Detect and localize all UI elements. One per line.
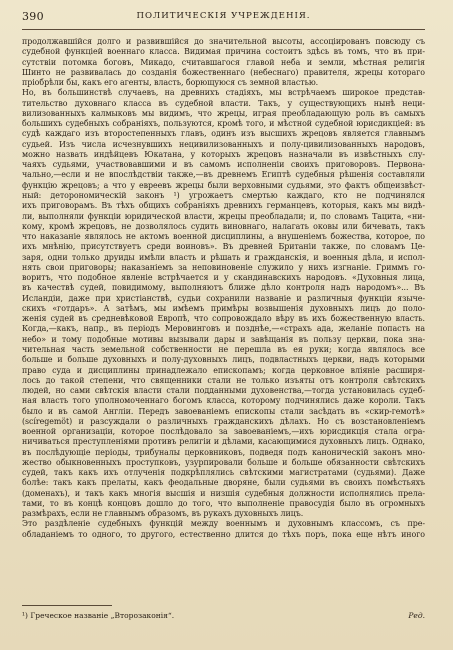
text-line: функцію жрецовъ; а что у евреевъ жрецы были верховными судьями, это фактъ общеизвѣст- (22, 180, 425, 190)
page-number: 390 (22, 10, 44, 23)
text-line: Это раздѣленіе судебныхъ функцій между военнымъ и духовнымъ классомъ, съ пре- (22, 519, 425, 529)
text-line: тительство духовнаго класса въ судебной власти. Такъ, у существующихъ нынѣ неци- (22, 98, 425, 108)
footnote-signature: Ред. (408, 611, 425, 620)
text-line: что наказаніе являлось не актомъ военной дисциплины, а внушеніемъ божества, которое, по (22, 232, 425, 242)
text-line: Исландіи, даже при христіанствѣ, судьи сохранили названіе и различныя функціи языче- (22, 293, 425, 303)
text-line: Когда,—какъ, напр., въ періодъ Меровинговъ и позднѣе,—«страхъ ада, желаніе попасть на (22, 324, 425, 334)
text-line: лось до такой степени, что священники стали не только изъяты отъ контроля свѣтскихъ (22, 375, 425, 385)
running-title: ПОЛИТИЧЕСКІЯ УЧРЕЖДЕНІЯ. (136, 11, 311, 21)
text-line: тами, то въ концѣ концовъ дошло до того, что выполненіе правосудія было въ огромныхъ (22, 498, 425, 508)
text-line: судей, такъ какъ ихъ отлученія подкрѣплялись свѣтскими магистратами (судьями). Даже (22, 468, 425, 478)
text-line: чаяхъ судьями, участвовавшими и въ самомъ исполненіи своихъ приговоровъ. Первона- (22, 160, 425, 170)
text-line: обладаніемъ то одного, то другого, естественно длится до тѣхъ поръ, пока еще нѣтъ иного (22, 529, 425, 539)
text-line: (доменахъ), и такъ какъ многія высшія и низшія судебныя должности исполнялись прела- (22, 488, 425, 498)
text-line: пріобрѣли бы, какъ его агенты, власть, борющуюся съ земной властью. (22, 78, 319, 88)
footnote (22, 610, 425, 621)
text-line: вилизованныхъ калмыковъ мы видимъ, что жрецы, играя преобладающую роль въ самыхъ (22, 108, 425, 118)
text-line: больше и больше духовныхъ и полу-духовныхъ лицъ, подвластныхъ церкви, надъ которыми (22, 355, 425, 365)
text-line: Шинто не развивалась до созданія божественнаго (небеснаго) правителя, жрецы котораго (22, 67, 425, 77)
text-line: ничиваться преступленіями противъ религіи и дѣлами, касающимися духовныхъ лицъ. Однако, (22, 437, 425, 447)
page-header (22, 10, 425, 26)
text-line: скихъ «готдаръ». А затѣмъ, мы имѣемъ примѣры возвышенія духовныхъ лицъ до поло- (22, 303, 425, 313)
text-line: заря, одни только друиды имѣли власть и рѣшать и гражданскія, и военныя дѣла, и испол- (22, 252, 425, 262)
text-line: людей, но сами свѣтскія власти стали подданными духовенства,—тогда установилась судеб- (22, 386, 425, 396)
text-line: ная власть того уполномоченнаго богомъ класса, которому подчинялись даже короли. Такъ (22, 396, 425, 406)
footnote-rule (22, 605, 112, 606)
text-line: большихъ судебныхъ собраніяхъ, пользуются, кромѣ того, и мѣстной судебной юрисдикціей: въ (22, 119, 425, 129)
text-line: военной организаціи, которое послѣдовало за завоеваніемъ,—ихъ юрисдикція стала огра- (22, 427, 425, 437)
text-line: въ послѣдующіе періоды, трибуналы церковниковъ, подведя подъ каноническій законъ мно- (22, 447, 425, 457)
text-line: размѣрахъ, если не главнымъ образомъ, въ рукахъ духовныхъ лицъ. (22, 509, 304, 519)
text-line: было и въ самой Англіи. Передъ завоеваніемъ епископы стали засѣдать въ «скир-гемотѣ» (22, 406, 425, 416)
text-line: кому, кромѣ жрецовъ, не дозволялось судить виновнаго, налагать оковы или бичевать, такъ (22, 221, 425, 231)
text-line: (scíregemöt) и разсуждали о различныхъ гражданскихъ дѣлахъ. Но съ возстановленіемъ (22, 416, 425, 426)
text-line: сутствіи потомка боговъ, Микадо, считавшагося главой неба и земли, мѣстная религія (22, 57, 425, 67)
text-line: судьей. Изъ числа исчезнувшихъ нецивилизованныхъ и полу-цивилизованныхъ народовъ, (22, 139, 425, 149)
text-line: ный: деторономическій законъ ¹) угрожаетъ смертью каждаго, кто не подчинялся (22, 190, 425, 200)
body-text (22, 37, 425, 540)
header-rule (22, 29, 425, 30)
text-line: женія судей въ средневѣковой Европѣ, что сопровождало вѣру въ ихъ божественную власть. (22, 314, 425, 324)
text-line: чально,—если и не впослѣдствіи также,—въ древнемъ Египтѣ судебныя рѣшенія составляли (22, 170, 425, 180)
text-line: небо» и тому подобные мотивы вызывали дары и завѣщанія въ пользу церкви, пока зна- (22, 334, 425, 344)
text-line: воритъ, что подобное явленіе встрѣчается и у скандинавскихъ народовъ. «Духовныя лица, (22, 273, 425, 283)
footnote-text: ¹) Греческое названіе „Второзаконія“. (22, 611, 175, 620)
text-line: продолжавшійся долго и развившійся до значительной высоты, ассоціированъ повсюду съ (22, 37, 425, 46)
text-line: чительная часть земельной собственности не перешла въ ея руки; когда являлось все (22, 344, 425, 354)
text-line: судѣ каждаго изъ второстепенныхъ главъ, одинъ изъ высшихъ жрецовъ является главнымъ (22, 129, 425, 139)
text-line: ихъ мнѣнію, присутствуетъ среди воиновъ». Въ древней Британіи также, по словамъ Це- (22, 242, 425, 252)
text-line: въ качествѣ судей, повидимому, выполняютъ ближе дѣло контроля надъ народомъ»... Въ (22, 283, 425, 293)
text-line: нять свои приговоры; наказаніемъ за неповиновеніе служило у нихъ изгнаніе. Гриммъ го- (22, 262, 425, 272)
text-line: право суда и дисциплины принадлежало епископамъ; когда церковное вліяніе расширя- (22, 365, 425, 375)
text-line: жество обыкновенныхъ проступковъ, узурпировали больше и больше обязанности свѣтскихъ (22, 457, 425, 467)
text-line: ихъ приговорамъ. Въ тѣхъ общихъ собраніяхъ древнихъ германцевъ, которыя, какъ мы видѣ- (22, 201, 425, 211)
text-line: ли, выполняли функціи юридической власти, жрецы преобладали; и, по словамъ Тацита, «ни- (22, 211, 425, 221)
text-line: Но, въ большинствѣ случаевъ, на древнихъ стадіяхъ, мы встрѣчаемъ широкое представ- (22, 88, 425, 98)
text-line: болѣе: такъ какъ прелаты, какъ феодальные дворяне, были судьями въ своихъ помѣстьяхъ (22, 478, 425, 488)
text-line: можно назвать индѣйцевъ Юкатана, у которыхъ жрецовъ назначали въ извѣстныхъ слу- (22, 149, 425, 159)
text-line: судебной функціей военнаго класса. Видимая причина состоитъ здѣсь въ томъ, что въ при- (22, 47, 425, 57)
